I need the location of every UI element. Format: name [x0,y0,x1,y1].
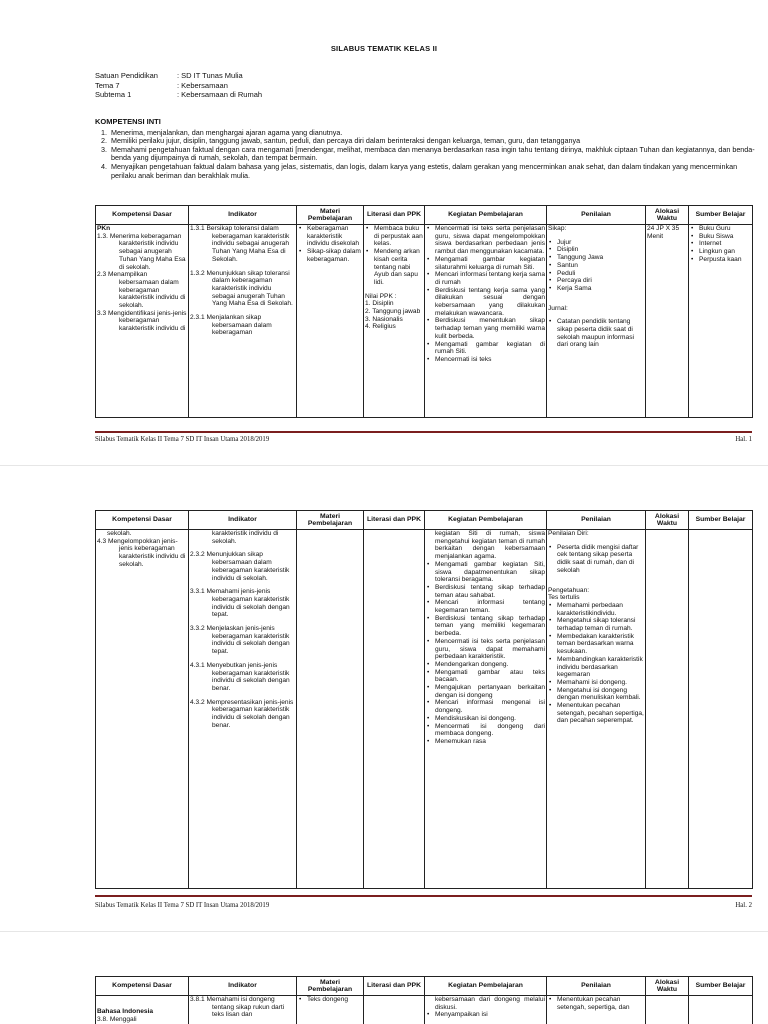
indikator-item: 1.3.1 Bersikap toleransi dalam keberagaman karakteristik individu sebagai anugerah Tuhan Yang Maha Esa di Sekolah. [190,225,290,263]
penilaian-item: • Disiplin [557,246,644,254]
kegiatan-item: • Mencari informasi tentang kegemaran teman. [435,599,545,614]
kegiatan-item: • Mengamati gambar kegiatan di rumah Siti. [435,341,545,356]
kegiatan-item: • Mengamati gambar atau teks bacaan. [435,669,545,684]
indikator-item: 4.3.1 Menyebutkan jenis-jenis keberagaman karakteristik individu di sekolah dengan benar. [190,661,290,692]
meta-key: Tema 7 [95,80,120,90]
penilaian-label: Tes tertulis [548,594,580,602]
meta-key: Satuan Pendidikan [95,71,158,80]
kegiatan-cell [425,530,547,889]
materi-item: • Keberagaman karakteristik individu disekolah [307,225,362,248]
penilaian-label: Penilaian Diri: [548,530,589,537]
meta-value: : SD IT Tunas Mulia [177,71,243,80]
page-2 [0,466,768,931]
penilaian-item: • Peserta didik mengisi daftar cek tentang sikap peserta didik saat di rumah, dan di sekolah [557,544,644,575]
ppk-label: Nilai PPK : [365,292,397,300]
col-header: Penilaian [547,511,646,530]
kegiatan-item: • Berdiskusi tentang sikap terhadap teman yang memiliki kegemaran berbeda. [435,615,545,638]
penilaian-item: • Peduli [557,270,644,278]
ki-item: 4. Menyajikan pengetahuan faktual dalam bahasa yang jelas, sistematis, dan logis, dalam karya yang estetis, dalam gerakan yang mencerminkan anak sehat, dan dalam tindakan yang mencerminkan perilaku anak beriman dan berakhlak mulia. [109,163,755,180]
col-header: Sumber Belajar [689,511,753,530]
alokasi-cell [646,530,689,889]
penilaian-label: Sikap: [548,225,567,232]
kegiatan-item: • Mengamati gambar kegiatan Siti, siswa dapatmenentukan sikap toleransi beragama. [435,561,545,584]
indikator-item: 3.3.2 Menjelaskan jenis-jenis keberagaman karakteristik individu di sekolah dengan tepat. [190,625,290,656]
meta-key: Subtema 1 [95,90,132,99]
col-header: Indikator [189,977,297,996]
syllabus-table [95,205,753,418]
penilaian-item: • Santun [557,262,644,270]
subject-label: Bahasa Indonesia [97,1008,154,1015]
kegiatan-item: • Mencermati isi dongeng dari membaca dongeng. [435,723,545,738]
penilaian-item: • Menentukan pecahan setengah, pecahan sepertiga, dan pecahan seperempat. [557,702,644,725]
col-header: Indikator [189,206,297,225]
kd-cell [96,530,189,889]
indikator-item: 2.3.1 Menjalankan sikap kebersamaan dalam keberagaman [190,314,272,337]
identity-block [95,71,262,100]
sumber-item: • Internet [699,240,751,248]
kd-item: 3.8. Menggali [97,1015,137,1023]
sumber-item: • Perpusta kaan [699,256,751,264]
col-header: Penilaian [547,206,646,225]
col-header: Literasi dan PPK [364,511,425,530]
subject-label: PKn [97,225,111,232]
kd-continuation: sekolah. [107,530,132,537]
page-3 [0,932,768,1024]
penilaian-item: • Kerja Sama [557,285,644,293]
kd-item: 4.3 Mengelompokkan jenis-jenis keberagaman karakteristik individu di sekolah. [97,537,186,568]
kegiatan-item: • Menemukan rasa [435,738,545,746]
col-header: Kompetensi Dasar [96,977,189,996]
materi-item: • Sikap-sikap dalam keberagaman. [307,248,362,263]
penilaian-item: • Memahami perbedaan karakteristikindividu. [557,602,644,617]
kegiatan-item: • Berdiskusi tentang kerja sama yang dilakukan sesuai dengan kebersamaan yang dilakukan melakukan wawancara. [435,287,545,318]
col-header: Alokasi Waktu [646,977,689,996]
penilaian-item: • Mengetahui isi dongeng dengan menuliskan kembali. [557,687,644,702]
penilaian-cell [547,225,646,418]
kegiatan-item: • Mendengarkan dongeng. [435,661,545,669]
syllabus-table [95,976,753,1024]
indikator-item: 3.8.1 Memahami isi dongeng tentang sikap rukun darti teks lisan dan [190,996,285,1019]
penilaian-item: • Membandingkan karakteristik individu berdasarkan kegemaran [557,656,644,679]
syllabus-table [95,510,753,889]
sumber-cell [689,996,753,1024]
indikator-cell [189,225,297,418]
literasi-cell [364,996,425,1024]
page-number: Hal. 1 [735,436,752,443]
footer-text: Silabus Tematik Kelas II Tema 7 SD IT Insan Utama 2018/2019 [95,902,270,909]
penilaian-item: • Tanggung Jawa [557,254,644,262]
penilaian-item: • Mengetahui sikap toleransi terhadap teman di rumah. [557,617,644,632]
col-header: Literasi dan PPK [364,206,425,225]
document-title: SILABUS TEMATIK KELAS II [330,44,438,53]
ppk-item: 3. Nasionalis [365,315,403,323]
page-1 [0,0,768,465]
kegiatan-cell [425,225,547,418]
literasi-item: • Membaca buku di perpustak aan kelas. [374,225,423,248]
penilaian-cell [547,530,646,889]
penilaian-label: Jurnal: [548,304,568,312]
col-header: Materi Pembelajaran [297,511,364,530]
indikator-item: 4.3.2 Mempresentasikan jenis-jenis keberagaman karakteristik individu di sekolah dengan benar. [190,698,294,729]
col-header: Sumber Belajar [689,206,753,225]
kegiatan-item: • Mencermati isi teks serta penjelasan guru, siswa dapat mengelompokkan siswa berdasarkan perbedaan jenis rambut dan menggunakan kacamata. [435,225,545,256]
page-footer [95,436,752,443]
ki-item: 1. Menerima, menjalankan, dan menghargai ajaran agama yang dianutnya. [109,129,755,138]
penilaian-item: • Catatan pendidik tentang sikap peserta didik saat di sekolah maupun informasi dari orang lain [557,318,644,349]
kegiatan-item: • Berdiskusi tentang sikap terhadap teman atau sahabat. [435,584,545,599]
col-header: Kegiatan Pembelajaran [425,977,547,996]
kegiatan-item: • Mencermati isi teks [435,356,545,364]
penilaian-item: • Jujur [557,239,644,247]
footer-rule [95,895,752,897]
page-number: Hal. 2 [735,902,752,909]
col-header: Alokasi Waktu [646,511,689,530]
kegiatan-item: • Mengamati gambar kegiatan silaturahmi keluarga di rumah Siti. [435,256,545,271]
footer-text: Silabus Tematik Kelas II Tema 7 SD IT Insan Utama 2018/2019 [95,436,270,443]
materi-item: • Teks dongeng [307,996,362,1004]
alokasi-cell: 24 JP X 35 Menit [646,225,689,418]
kegiatan-cell [425,996,547,1024]
literasi-cell [364,530,425,889]
literasi-item: • Mendeng arkan kisah cerita tentang nabi Ayub dan sapu lidi. [374,248,423,287]
ki-item: 2. Memiliki perilaku jujur, disiplin, tanggung jawab, santun, peduli, dan percaya diri dalam berinteraksi dengan keluarga, teman, guru, dan tetangganya [109,137,755,146]
kd-cell [96,996,189,1024]
meta-value: : Kebersamaan di Rumah [177,90,263,99]
col-header: Literasi dan PPK [364,977,425,996]
col-header: Kegiatan Pembelajaran [425,511,547,530]
kegiatan-item: • Berdiskusi menentukan sikap terhadap teman yang memiliki warna kulit berbeda. [435,317,545,340]
kompetensi-inti [95,118,755,180]
meta-value: : Kebersamaan [177,80,228,90]
col-header: Sumber Belajar [689,977,753,996]
penilaian-label: Pengetahuan: [548,586,590,594]
alokasi-cell [646,996,689,1024]
kegiatan-item: • Mendiskusikan isi dongeng. [435,715,545,723]
indikator-continuation: karakteristik individu di sekolah. [212,530,279,545]
literasi-cell [364,225,425,418]
indikator-item: 3.3.1 Memahami jenis-jenis keberagaman karakteristik individu di sekolah dengan tepat. [190,588,290,619]
sumber-item: • Lingkun gan [699,248,751,256]
col-header: Kegiatan Pembelajaran [425,206,547,225]
col-header: Alokasi Waktu [646,206,689,225]
penilaian-item: • Memahami isi dongeng. [557,679,644,687]
kd-item: 3.3 Mengidentifikasi jenis-jenis keberagaman karakteristik individu di [97,309,187,333]
ppk-item: 2. Tanggung jawab [365,308,421,316]
materi-cell [297,996,364,1024]
footer-rule [95,431,752,433]
sumber-item: • Buku Guru [699,225,751,233]
kd-item: 2.3 Menampilkan kebersamaan dalam keberagaman karakteristik individu di sekolah. [97,271,186,310]
col-header: Materi Pembelajaran [297,206,364,225]
penilaian-item: • Percaya diri [557,277,644,285]
col-header: Kompetensi Dasar [96,206,189,225]
col-header: Penilaian [547,977,646,996]
kegiatan-item: • Menyampaikan isi [435,1011,545,1019]
indikator-cell [189,530,297,889]
kegiatan-item: • Mencermati isi teks serta penjelasan guru, siswa dapat memahami perbedaan karakteristik. [435,638,545,661]
page-footer [95,902,752,909]
kegiatan-item: • Mengajukan pertanyaan berkaitan dengan isi dongeng [435,684,545,699]
penilaian-item: • Menentukan pecahan setengah, sepertiga, dan [557,996,644,1011]
materi-cell [297,530,364,889]
ki-heading: KOMPETENSI INTI [95,117,161,126]
kd-item: 1.3. Menerima keberagaman karakteristik individu sebagai anugerah Tuhan Yang Maha Esa di sekolah. [97,232,186,271]
kegiatan-continuation: kegiatan Siti di rumah, siswa mengetahui kegiatan teman di rumah berkaitan dengan kebersamaan menjalankan agama. [435,530,545,561]
ppk-item: 4. Religius [365,323,396,331]
indikator-item: 1.3.2 Menunjukkan sikap toleransi dalam keberagaman karakteristik individu sebagai anugerah Tuhan Yang Maha Esa di Sekolah. [190,269,293,308]
penilaian-cell [547,996,646,1024]
ppk-item: 1. Disiplin [365,300,394,308]
sumber-cell [689,225,753,418]
kegiatan-item: • Mencari informasi mengenai isi dongeng. [435,699,545,714]
col-header: Kompetensi Dasar [96,511,189,530]
sumber-item: • Buku Siswa [699,233,751,241]
col-header: Indikator [189,511,297,530]
sumber-cell [689,530,753,889]
indikator-cell [189,996,297,1024]
kd-cell [96,225,189,418]
indikator-item: 2.3.2 Menunjukkan sikap kebersamaan dalam keberagaman karakteristik individu di sekolah. [190,551,290,582]
materi-cell [297,225,364,418]
kegiatan-item: • Mencari informasi tentang kerja sama di rumah [435,271,545,286]
penilaian-item: • Membedakan karakteristik teman berdasarkan warna kesukaan. [557,633,644,656]
ki-item: 3. Memahami pengetahuan faktual dengan cara mengamati [mendengar, melihat, membaca dan menanya berdasarkan rasa ingin tahu tentang dirinya, makhluk ciptaan Tuhan dan kegiatannya, dan benda-benda yang dijumpainya di rumah, sekolah, dan tempat bermain. [109,146,755,163]
kegiatan-continuation: kebersamaan dari dongeng melalui diskusi. [435,996,545,1011]
col-header: Materi Pembelajaran [297,977,364,996]
